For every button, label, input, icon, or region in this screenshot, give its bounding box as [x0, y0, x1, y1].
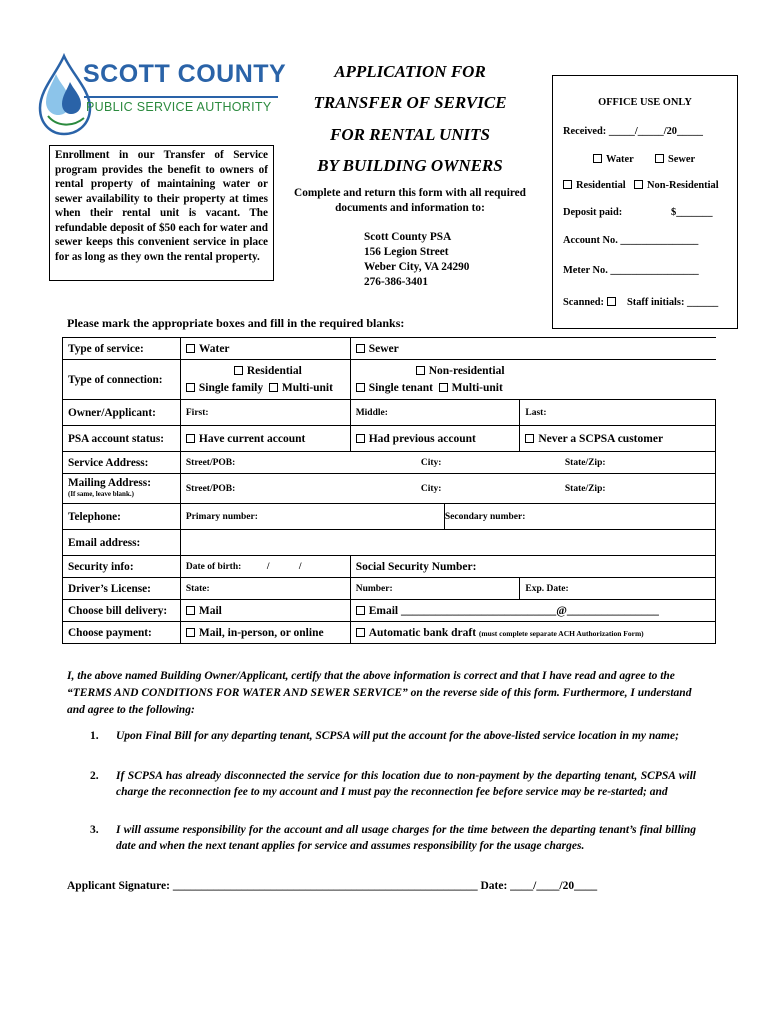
meter-field[interactable]: Meter No. _________________ — [563, 265, 699, 276]
single-family-checkbox[interactable]: Single family — [186, 382, 263, 394]
first-name-field[interactable]: First: — [180, 400, 350, 426]
title-line-4: BY BUILDING OWNERS — [317, 156, 503, 175]
service-water-checkbox[interactable]: Water — [180, 338, 350, 360]
logo-rule — [84, 96, 278, 98]
last-name-field[interactable]: Last: — [520, 400, 716, 426]
email-address-label: Email address: — [63, 530, 181, 556]
secondary-number-field[interactable]: Secondary number: — [444, 512, 526, 522]
security-info-label: Security info: — [63, 556, 181, 578]
telephone-fields — [180, 504, 715, 530]
checkbox-icon — [356, 434, 365, 443]
scanned-checkbox[interactable]: Scanned: — [563, 297, 620, 308]
mailing-address-field[interactable] — [180, 474, 715, 504]
office-use-box — [552, 75, 738, 329]
service-city-field[interactable]: City: — [420, 457, 442, 468]
checkbox-icon — [186, 434, 195, 443]
deposit-field[interactable]: $_______ — [671, 207, 713, 218]
list-item: 2. If SCPSA has already disconnected the service for this location due to non-payment by the departing tenant, SCPSA will charge the reconnection fee to my account and I must pay the reconnection fee before service may be re-started; and — [90, 770, 696, 798]
logo-title: SCOTT COUNTY — [83, 60, 287, 88]
checkbox-icon — [525, 434, 534, 443]
type-of-service-label: Type of service: — [63, 338, 181, 360]
list-item: 3. I will assume responsibility for the account and all usage charges for the time between the departing tenant’s final billing date and when the next tenant applies for service and assumes responsibility for the usage charges. — [90, 824, 696, 852]
address-line: Weber City, VA 24290 — [364, 261, 470, 273]
intro-box: Enrollment in our Transfer of Service program provides the benefit to owners of rental property of maintaining water or sewer availability to their property at times when their rental unit is vacant. The refundable deposit of $50 each for water and sewer keeps this convenient service in place for as long as they own the rental property. — [49, 145, 274, 281]
service-address-label: Service Address: — [63, 452, 181, 474]
checkbox-icon — [186, 344, 195, 353]
have-current-account-checkbox[interactable]: Have current account — [180, 426, 350, 452]
office-sewer-checkbox[interactable]: Sewer — [655, 154, 695, 165]
application-form-table — [62, 337, 716, 644]
deposit-label: Deposit paid: — [563, 207, 623, 218]
checkbox-icon — [186, 383, 195, 392]
title-line-2: TRANSFER OF SERVICE — [313, 93, 507, 112]
title-line-3: FOR RENTAL UNITS — [330, 125, 490, 144]
return-instructions: Complete and return this form with all required documents and information to: — [294, 187, 526, 214]
checkbox-icon — [634, 180, 643, 189]
had-previous-account-checkbox[interactable]: Had previous account — [350, 426, 520, 452]
license-exp-date-field[interactable]: Exp. Date: — [520, 578, 716, 600]
auto-bank-draft-checkbox[interactable]: Automatic bank draft (must complete separate ACH Authorization Form) — [350, 622, 715, 644]
type-of-connection-label: Type of connection: — [63, 360, 181, 400]
service-sewer-checkbox[interactable]: Sewer — [350, 338, 715, 360]
date-of-birth-field[interactable]: Date of birth: / / — [180, 556, 350, 578]
single-tenant-checkbox[interactable]: Single tenant — [356, 382, 433, 394]
pay-mail-inperson-checkbox[interactable]: Mail, in-person, or online — [180, 622, 350, 644]
checkbox-icon — [234, 366, 243, 375]
phone-number: 276-386-3401 — [364, 276, 429, 288]
residential-checkbox[interactable]: Residential — [186, 363, 345, 380]
primary-number-field[interactable]: Primary number: — [181, 504, 445, 529]
checkbox-icon — [655, 154, 664, 163]
office-water-checkbox[interactable]: Water — [593, 154, 634, 165]
ach-note: (must complete separate ACH Authorization Form) — [478, 628, 644, 638]
checkbox-icon — [563, 180, 572, 189]
checkbox-icon — [186, 606, 195, 615]
license-number-field[interactable]: Number: — [350, 578, 520, 600]
checkbox-icon — [356, 628, 365, 637]
address-line: Scott County PSA — [364, 231, 452, 243]
checkbox-icon — [269, 383, 278, 392]
service-street-field[interactable]: Street/POB: — [185, 457, 236, 468]
office-use-title: OFFICE USE ONLY — [598, 97, 692, 108]
residential-multi-unit-checkbox[interactable]: Multi-unit — [269, 382, 333, 394]
address-line: 156 Legion Street — [364, 246, 449, 258]
checkbox-icon — [593, 154, 602, 163]
bill-delivery-label: Choose bill delivery: — [63, 600, 181, 622]
drivers-license-label: Driver’s License: — [63, 578, 181, 600]
certification-text: I, the above named Building Owner/Applicant, certify that the above information is correct and that I have read and agree to the “TERMS AND CONDITIONS FOR WATER AND SEWER SERVICE” on the reverse side of this form. Furthermore, I understand and agree to the following: — [67, 670, 692, 716]
checkbox-icon — [186, 628, 195, 637]
applicant-signature-line[interactable]: Applicant Signature: _____________________________________________________ Date: ____/____/20____ — [67, 880, 598, 892]
checkbox-icon — [607, 297, 616, 306]
mailing-state-zip-field[interactable]: State/Zip: — [564, 483, 606, 494]
mailing-street-field[interactable]: Street/POB: — [185, 483, 236, 494]
checkbox-icon — [356, 606, 365, 615]
never-customer-checkbox[interactable]: Never a SCPSA customer — [520, 426, 716, 452]
title-line-1: APPLICATION FOR — [334, 62, 486, 81]
checkbox-icon — [439, 383, 448, 392]
payment-label: Choose payment: — [63, 622, 181, 644]
staff-initials-field[interactable]: Staff initials: ______ — [627, 297, 719, 308]
ssn-field[interactable]: Social Security Number: — [350, 556, 715, 578]
bill-email-checkbox[interactable]: Email ___________________________@________________ — [350, 600, 715, 622]
nonresidential-options — [350, 360, 715, 400]
email-address-field[interactable] — [180, 530, 715, 556]
residential-options — [180, 360, 350, 400]
owner-applicant-label: Owner/Applicant: — [63, 400, 181, 426]
mailing-city-field[interactable]: City: — [420, 483, 442, 494]
license-state-field[interactable]: State: — [180, 578, 350, 600]
mark-instruction: Please mark the appropriate boxes and fill in the required blanks: — [67, 316, 405, 330]
logo-subtitle: PUBLIC SERVICE AUTHORITY — [86, 100, 272, 114]
service-address-field[interactable] — [180, 452, 715, 474]
service-state-zip-field[interactable]: State/Zip: — [564, 457, 606, 468]
telephone-label: Telephone: — [63, 504, 181, 530]
nonresidential-multi-unit-checkbox[interactable]: Multi-unit — [439, 382, 503, 394]
if-same-note: (If same, leave blank.) — [68, 489, 134, 498]
non-residential-checkbox[interactable]: Non-residential — [356, 363, 711, 380]
middle-name-field[interactable]: Middle: — [350, 400, 520, 426]
checkbox-icon — [356, 383, 365, 392]
office-nonresidential-checkbox[interactable]: Non-Residential — [634, 180, 719, 191]
bill-mail-checkbox[interactable]: Mail — [180, 600, 350, 622]
psa-account-status-label: PSA account status: — [63, 426, 181, 452]
mailing-address-label: Mailing Address: (If same, leave blank.) — [63, 474, 181, 504]
account-field[interactable]: Account No. _______________ — [563, 235, 699, 246]
checkbox-icon — [356, 344, 365, 353]
mailing-address-block — [364, 230, 469, 290]
office-residential-checkbox[interactable]: Residential — [563, 180, 626, 191]
received-field: Received: _____/_____/20_____ — [563, 126, 703, 137]
checkbox-icon — [416, 366, 425, 375]
list-item: 1. Upon Final Bill for any departing tenant, SCPSA will put the account for the above-listed service location in my name; — [90, 730, 679, 742]
